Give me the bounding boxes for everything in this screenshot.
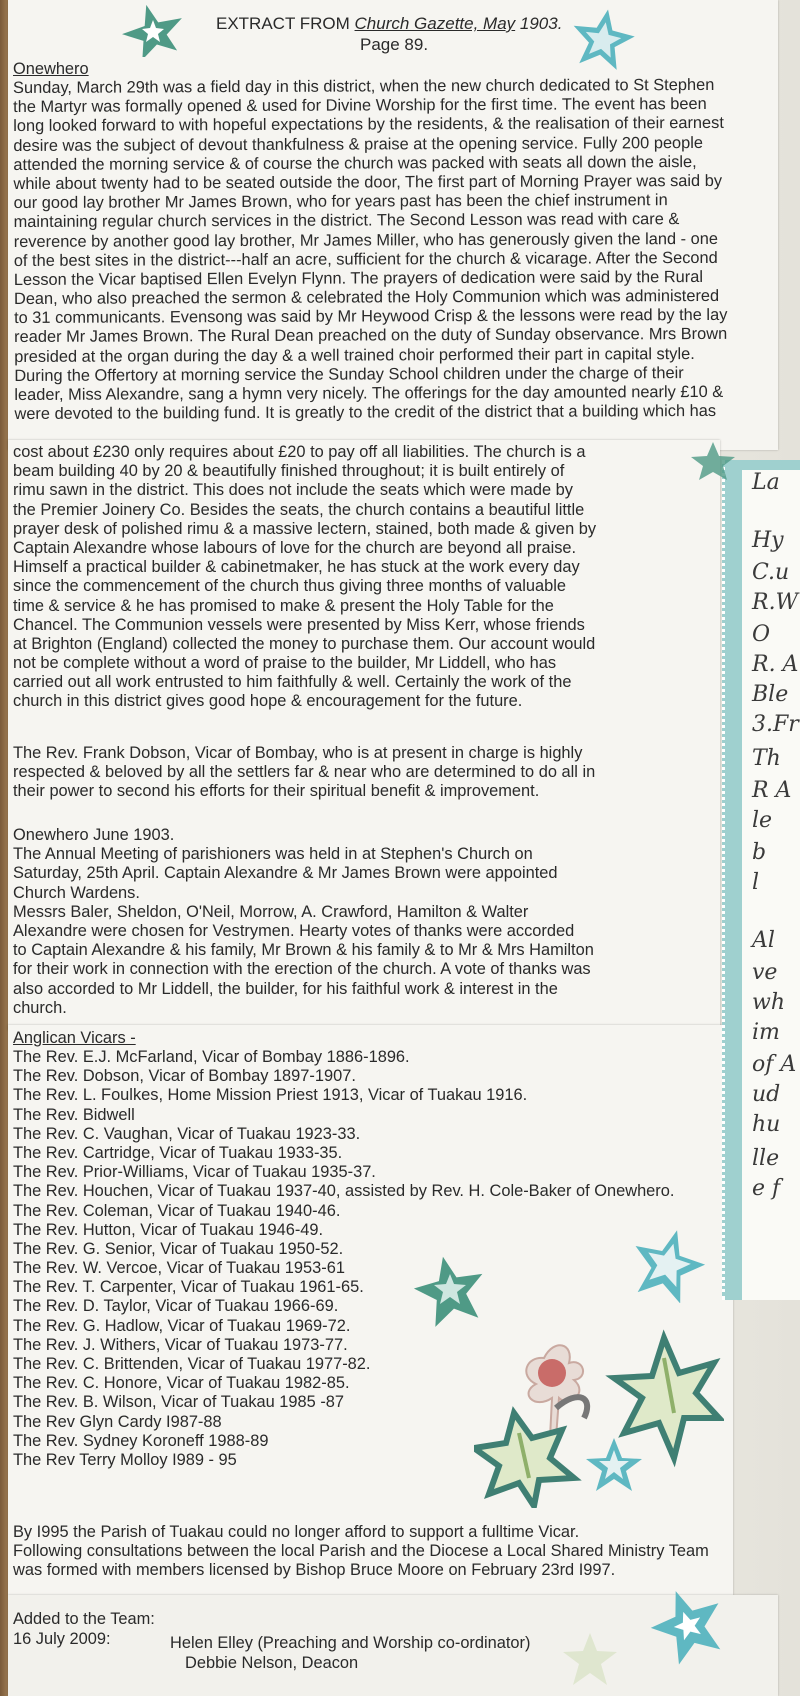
handwriting-fragment: ve (752, 960, 778, 985)
text-line: The Annual Meeting of parishioners was held in at Stephen's Church on (13, 845, 533, 864)
team-member: Debbie Nelson, Deacon (185, 1654, 359, 1672)
text-line: to Captain Alexandre & his family, Mr Brown & his family & to Mr & Mrs Hamilton (13, 941, 594, 960)
handwriting-fragment: lle (752, 1146, 780, 1171)
text-line: desire was the subject of devout thankfulness & praise at the opening service. Fully 200 people (13, 133, 704, 155)
handwriting-fragment: R A (752, 778, 792, 803)
vicar-entry: The Rev. W. Vercoe, Vicar of Tuakau 1953-61 (13, 1259, 345, 1278)
text-line: Saturday, 25th April. Captain Alexandre & Mr James Brown were appointed (13, 864, 558, 883)
handwriting-fragment: Ble (752, 682, 789, 707)
text-line: church. (13, 998, 67, 1017)
star-outline-sticker-icon (628, 1225, 708, 1303)
vicar-entry: The Rev. Dobson, Vicar of Bombay 1897-1907. (13, 1067, 356, 1086)
handwriting-fragment: e f (752, 1176, 781, 1201)
vicar-entry: The Rev. C. Honore, Vicar of Tuakau 1982-85. (13, 1374, 350, 1393)
page-title (216, 14, 562, 33)
handwriting-fragment: R.W (752, 590, 799, 615)
vicar-entry: The Rev. Houchen, Vicar of Tuakau 1937-40, assisted by Rev. H. Cole-Baker of Onewhero. (13, 1182, 675, 1201)
handwriting-fragment: im (752, 1020, 780, 1045)
text-line: rimu sawn in the district. This does not include the seats which were made by (13, 481, 573, 500)
vicar-entry: The Rev. Bidwell (13, 1105, 135, 1124)
handwriting-fragment: Hy (752, 528, 784, 553)
text-line: were devoted to the building fund. It is greatly to the credit of the district that a building which has (14, 402, 717, 424)
vicar-entry: The Rev Terry Molloy I989 - 95 (13, 1450, 237, 1469)
vicar-entry: The Rev. G. Hadlow, Vicar of Tuakau 1969-72. (13, 1316, 351, 1335)
handwriting-fragment: wh (752, 990, 785, 1015)
team-date: 16 July 2009: (13, 1630, 111, 1648)
text-line: while about twenty had to be seated outside the door, The first part of Morning Prayer was said by (13, 171, 723, 193)
closing-paragraph (13, 1523, 709, 1581)
text-line: reverence by another good lay brother, Mr James Miller, who has generously given the land - one (13, 229, 719, 251)
text-line: Himself a practical builder & cabinetmaker, he has stuck at the work every day (13, 558, 580, 577)
text-line: long looked forward to with hopeful expectations by the residents, & the realisation of their earnest (13, 114, 724, 136)
text-line: Messrs Baler, Sheldon, O'Neil, Morrow, A. Crawford, Hamilton & Walter (13, 902, 529, 921)
text-line: By I995 the Parish of Tuakau could no longer afford to support a fulltime Vicar. (13, 1523, 580, 1541)
title-prefix: EXTRACT FROM (216, 14, 355, 33)
vicar-entry: The Rev. L. Foulkes, Home Mission Priest 1913, Vicar of Tuakau 1916. (13, 1086, 528, 1105)
star-sticker-icon (648, 1585, 728, 1665)
text-line: presided at the organ during the day & a well trained choir performed their part in capital style. (14, 344, 695, 366)
text-line: of the best sites in the district---half an acre, sufficient for the church & vicarage. After the Second (13, 248, 718, 270)
text-line: not be complete without a word of praise to the builder, Mr Liddell, who has (13, 654, 557, 673)
vicar-entry: The Rev. T. Carpenter, Vicar of Tuakau 1961-65. (13, 1278, 364, 1297)
handwriting-fragment: La (752, 470, 780, 495)
handwriting-fragment: b (752, 840, 767, 865)
text-line: Following consultations between the local Parish and the Diocese a Local Shared Ministry Team (13, 1542, 709, 1561)
article-paragraph-continued (13, 443, 596, 712)
vicar-entry: The Rev. D. Taylor, Vicar of Tuakau 1966-69. (13, 1297, 339, 1316)
text-line: reader Mr James Brown. The Rural Dean preached on the duty of Sunday observance. Mrs Brown (14, 325, 728, 347)
star-outline-sticker-icon (568, 6, 638, 70)
text-line: also accorded to Mr Liddell, the builder, for his faithful work & interest in the (13, 979, 558, 998)
vicar-entry: The Rev. C. Brittenden, Vicar of Tuakau 1977-82. (13, 1355, 371, 1373)
maple-leaf-sticker-icon (474, 1318, 724, 1508)
text-line: time & service & he has promised to make & present the Holy Table for the (13, 596, 554, 615)
text-line: Chancel. The Communion vessels were presented by Miss Kerr, whose friends (13, 615, 585, 634)
vicar-entry: The Rev. Coleman, Vicar of Tuakau 1940-46. (13, 1201, 341, 1220)
vicars-heading: Anglican Vicars - (13, 1029, 136, 1047)
star-sticker-icon (683, 440, 743, 480)
handwriting-fragment: Th (752, 746, 781, 771)
handwriting-fragment: C.u (752, 560, 790, 585)
vicar-entry: The Rev Glyn Cardy I987-88 (13, 1412, 222, 1431)
text-line: Sunday, March 29th was a field day in this district, when the new church dedicated to St Stephen (13, 75, 715, 97)
text-line: cost about £230 only requires about £20 to pay off all liabilities. The church is a (13, 443, 586, 461)
text-line: beam building 40 by 20 & beautifully finished throughout; it is built entirely of (13, 462, 565, 481)
vicar-entry: The Rev. J. Withers, Vicar of Tuakau 1973-77. (13, 1335, 348, 1354)
title-year: 1903. (515, 14, 563, 33)
handwriting-fragment: of A (752, 1052, 797, 1077)
text-line: to 31 communicants. Evensong was said by Mr Heywood Crisp & the lessons were read by the lay (14, 306, 728, 328)
text-line: their power to second his efforts for their spiritual benefit & improvement. (13, 782, 540, 801)
team-label: Added to the Team: (13, 1610, 155, 1628)
section-heading: Onewhero (13, 60, 89, 78)
handwriting-fragment: Al (752, 928, 775, 953)
vicar-entry: The Rev. E.J. McFarland, Vicar of Bombay 1886-1896. (13, 1048, 410, 1066)
handwriting-fragment: hu (752, 1112, 781, 1137)
vicar-entry: The Rev. G. Senior, Vicar of Tuakau 1950-52. (13, 1239, 344, 1258)
title-source: Church Gazette, May (354, 14, 516, 33)
text-line: carried out all work entrusted to him faithfully & well. Certainly the work of the (13, 673, 572, 692)
handwriting-fragment: le (752, 808, 773, 833)
text-line: our good lay brother Mr James Brown, who for years past has been the chief instrument in (13, 191, 668, 213)
page-number: Page 89. (360, 35, 429, 54)
vicar-entry: The Rev. C. Vaughan, Vicar of Tuakau 1923-33. (13, 1124, 361, 1143)
text-line: for their work in connection with the erection of the church. A vote of thanks was (13, 960, 591, 979)
text-line: attended the morning service & of course the church was packed with seats all down the aisle, (13, 152, 697, 174)
star-sticker-icon (410, 1252, 490, 1327)
text-line: Church Wardens. (13, 883, 140, 902)
text-line: church in this district gives good hope & encouragement for the future. (13, 692, 523, 711)
vicar-entry: The Rev. Prior-Williams, Vicar of Tuakau 1935-37. (13, 1163, 376, 1182)
vicar-entry: The Rev. Sydney Koroneff 1988-89 (13, 1431, 269, 1450)
vicar-entry: The Rev. Cartridge, Vicar of Tuakau 1933-35. (13, 1143, 343, 1162)
team-member: Helen Elley (Preaching and Worship co-ordinator) (170, 1634, 531, 1652)
text-line: During the Offertory at morning service the Sunday School children under the charge of their (14, 363, 684, 385)
text-line: leader, Miss Alexandre, sang a hymn very nicely. The offerings for the day amounted nearly £10 & (14, 382, 724, 404)
handwriting-fragment: R. A (752, 652, 799, 677)
text-line: respected & beloved by all the settlers far & near who are determined to do all in (13, 763, 596, 782)
text-line: since the commencement of the church thus giving three months of valuable (13, 577, 567, 596)
text-line: Onewhero June 1903. (13, 826, 175, 844)
text-line: the Premier Joinery Co. Besides the seats, the church contains a beautiful little (13, 500, 585, 519)
text-line: The Rev. Frank Dobson, Vicar of Bombay, who is at present in charge is highly (13, 744, 583, 762)
text-line: Alexandre were chosen for Vestrymen. Hearty votes of thanks were accorded (13, 921, 575, 940)
text-line: was formed with members licensed by Bishop Bruce Moore on February 23rd I997. (13, 1561, 616, 1580)
star-sticker-icon (560, 1630, 620, 1690)
article-paragraph (13, 76, 728, 424)
handwriting-fragment: O (752, 622, 771, 647)
text-line: prayer desk of polished rimu & a massive lectern, stained, both made & given by (13, 519, 597, 538)
text-line: Dean, who also preached the sermon & celebrated the Holy Communion which was administered (13, 286, 720, 309)
text-line: maintaining regular church services in the district. The Second Lesson was read with care & (13, 210, 680, 232)
vicar-entry: The Rev. B. Wilson, Vicar of Tuakau 1985 -87 (13, 1393, 345, 1412)
text-line: at Brighton (England) collected the money to purchase them. Our account would (13, 634, 596, 653)
handwriting-fragment: l (752, 870, 760, 895)
handwriting-fragment: 3.Fr (752, 712, 799, 737)
text-line: the Martyr was formally opened & used for Divine Worship for the first time. The event has been (13, 95, 707, 117)
star-sticker-icon (118, 2, 188, 57)
annual-meeting-article (13, 826, 594, 1018)
handwriting-fragment: ud (752, 1082, 781, 1107)
article-paragraph-vicar (13, 744, 595, 802)
vicar-entry: The Rev. Hutton, Vicar of Tuakau 1946-49. (13, 1220, 324, 1239)
text-line: Lesson the Vicar baptised Ellen Evelyn Flynn. The prayers of dedication were said by the Rural (13, 267, 704, 289)
text-line: Captain Alexandre whose labours of love for the church are beyond all praise. (13, 538, 577, 557)
